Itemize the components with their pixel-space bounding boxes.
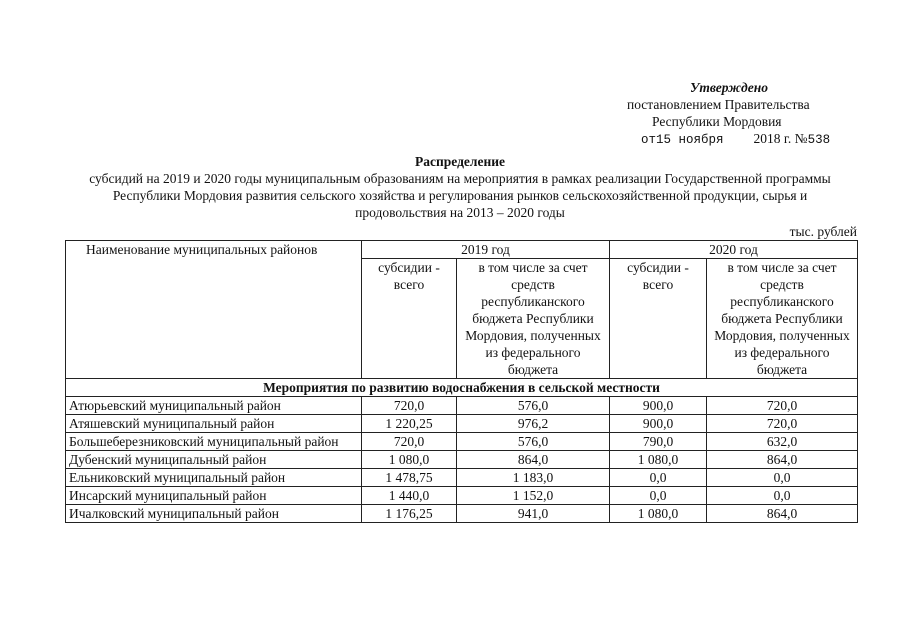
table-row [66,415,858,433]
district-name: Дубенский муниципальный район [66,451,362,469]
value-cell-c: 790,0 [610,433,707,451]
value-cell-b: 1 183,0 [457,469,610,487]
value-cell-d: 0,0 [707,469,858,487]
table-row [66,487,858,505]
header-year-2019: 2019 год [362,241,610,259]
value-cell-a: 720,0 [362,433,457,451]
value-cell-c: 0,0 [610,469,707,487]
district-name: Атюрьевский муниципальный район [66,397,362,415]
approval-line-2: Республики Мордовия [652,114,782,129]
value-cell-c: 900,0 [610,415,707,433]
table-row [66,397,858,415]
header-2019-total: субсидии - всего [362,259,457,379]
district-name: Большеберезниковский муниципальный район [66,433,362,451]
unit-label: тыс. рублей [789,224,857,239]
table-row [66,505,858,523]
approval-year: 2018 г. № [753,131,808,146]
table-row [66,433,858,451]
approval-date: 15 ноября [656,133,724,147]
document-title: Распределение [414,154,506,169]
value-cell-c: 900,0 [610,397,707,415]
value-cell-b: 576,0 [457,433,610,451]
value-cell-a: 1 220,25 [362,415,457,433]
approval-line-1: постановлением Правительства [627,97,810,112]
value-cell-a: 1 478,75 [362,469,457,487]
value-cell-b: 1 152,0 [457,487,610,505]
district-name: Атяшевский муниципальный район [66,415,362,433]
approval-title: Утверждено [690,80,768,95]
approval-date-line [641,130,830,150]
section-row [66,379,858,397]
district-name: Ельниковский муниципальный район [66,469,362,487]
document-subtitle: субсидий на 2019 и 2020 годы муниципальным образованиям на мероприятия в рамках реализации Государственной программы Республики Мордовия развития сельского хозяйства и регулирования рынков сельскохозяйственной продукции, сырья и продовольствия на 2013 – 2020 годы [89,171,831,220]
header-2019-federal: в том числе за счет средств республиканского бюджета Республики Мордовия, полученных из федерального бюджета [457,259,610,379]
district-name: Ичалковский муниципальный район [66,505,362,523]
value-cell-d: 864,0 [707,505,858,523]
value-cell-b: 976,2 [457,415,610,433]
section-title: Мероприятия по развитию водоснабжения в сельской местности [66,379,858,397]
value-cell-a: 1 440,0 [362,487,457,505]
header-year-2020: 2020 год [610,241,858,259]
value-cell-c: 1 080,0 [610,505,707,523]
value-cell-d: 720,0 [707,397,858,415]
value-cell-a: 1 080,0 [362,451,457,469]
value-cell-b: 864,0 [457,451,610,469]
approval-number: 538 [807,133,831,147]
value-cell-d: 720,0 [707,415,858,433]
header-district-name: Наименование муниципальных районов [66,241,362,379]
header-2020-federal: в том числе за счет средств республиканского бюджета Республики Мордовия, полученных из федерального бюджета [707,259,858,379]
table-row [66,469,858,487]
value-cell-c: 1 080,0 [610,451,707,469]
table-row [66,451,858,469]
table-header-row [66,241,858,259]
value-cell-b: 576,0 [457,397,610,415]
approval-date-prefix: от [641,133,657,147]
header-2020-total: субсидии - всего [610,259,707,379]
value-cell-a: 1 176,25 [362,505,457,523]
document-heading [60,153,860,221]
district-name: Инсарский муниципальный район [66,487,362,505]
distribution-table [65,240,858,523]
value-cell-d: 0,0 [707,487,858,505]
value-cell-a: 720,0 [362,397,457,415]
value-cell-d: 864,0 [707,451,858,469]
value-cell-d: 632,0 [707,433,858,451]
value-cell-b: 941,0 [457,505,610,523]
value-cell-c: 0,0 [610,487,707,505]
